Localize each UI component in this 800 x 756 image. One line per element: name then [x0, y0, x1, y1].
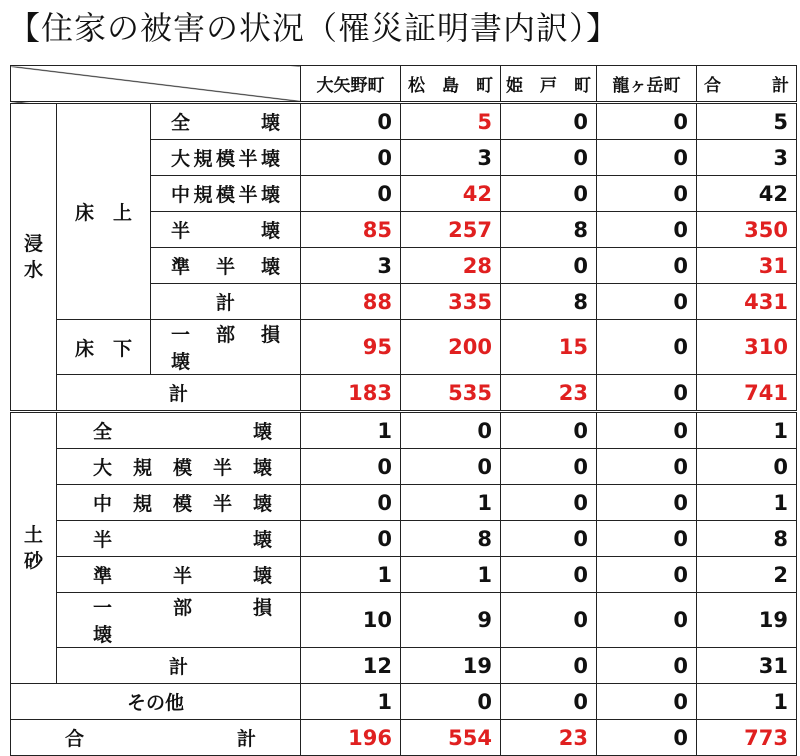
table-row [11, 684, 797, 720]
value-cell: 0 [501, 103, 597, 140]
section-label-landslide: 土砂 [11, 412, 57, 684]
value-cell: 0 [501, 521, 597, 557]
value-cell: 15 [501, 320, 597, 375]
value-cell: 0 [597, 593, 697, 648]
value-cell: 200 [401, 320, 501, 375]
corner-cell [11, 66, 301, 103]
value-cell: 28 [401, 248, 501, 284]
value-cell: 0 [597, 248, 697, 284]
value-cell: 3 [301, 248, 401, 284]
value-cell: 19 [697, 593, 797, 648]
row-label: 計 [57, 648, 301, 684]
value-cell: 0 [501, 648, 597, 684]
value-cell: 0 [597, 412, 697, 449]
value-cell: 0 [501, 485, 597, 521]
value-cell: 0 [301, 176, 401, 212]
value-cell: 1 [697, 684, 797, 720]
value-cell: 0 [597, 284, 697, 320]
table-row [11, 449, 797, 485]
value-cell: 0 [501, 684, 597, 720]
value-cell: 12 [301, 648, 401, 684]
value-cell: 1 [401, 557, 501, 593]
column-header: 合 計 [697, 66, 797, 103]
value-cell: 0 [597, 485, 697, 521]
value-cell: 3 [401, 140, 501, 176]
value-cell: 1 [301, 557, 401, 593]
value-cell: 31 [697, 248, 797, 284]
value-cell: 8 [501, 212, 597, 248]
column-header: 松 島 町 [401, 66, 501, 103]
value-cell: 1 [301, 412, 401, 449]
row-label: 計 [57, 375, 301, 412]
value-cell: 88 [301, 284, 401, 320]
value-cell: 23 [501, 375, 597, 412]
value-cell: 1 [401, 485, 501, 521]
value-cell: 8 [501, 284, 597, 320]
column-header: 龍ヶ岳町 [597, 66, 697, 103]
row-label: 一 部 損 壊 [151, 320, 301, 375]
value-cell: 0 [301, 140, 401, 176]
row-label: 全 壊 [57, 412, 301, 449]
value-cell: 0 [401, 684, 501, 720]
value-cell: 0 [301, 449, 401, 485]
value-cell: 183 [301, 375, 401, 412]
value-cell: 0 [501, 449, 597, 485]
value-cell: 3 [697, 140, 797, 176]
section-label-flood: 浸水 [11, 103, 57, 412]
value-cell: 0 [597, 648, 697, 684]
value-cell: 31 [697, 648, 797, 684]
row-label: 中 規 模 半 壊 [57, 485, 301, 521]
value-cell: 0 [301, 103, 401, 140]
value-cell: 741 [697, 375, 797, 412]
value-cell: 0 [597, 212, 697, 248]
table-row [11, 557, 797, 593]
value-cell: 1 [697, 485, 797, 521]
table-row [11, 412, 797, 449]
row-label: 一 部 損 壊 [57, 593, 301, 648]
value-cell: 2 [697, 557, 797, 593]
value-cell: 42 [697, 176, 797, 212]
row-label: 大 規 模 半 壊 [57, 449, 301, 485]
value-cell: 0 [597, 449, 697, 485]
row-label: 準 半 壊 [57, 557, 301, 593]
value-cell: 0 [597, 140, 697, 176]
value-cell: 0 [597, 320, 697, 375]
value-cell: 0 [301, 521, 401, 557]
section-label-yuka-ue: 床 上 [57, 103, 151, 320]
value-cell: 0 [501, 593, 597, 648]
value-cell: 8 [401, 521, 501, 557]
value-cell: 554 [401, 720, 501, 756]
value-cell: 0 [401, 412, 501, 449]
value-cell: 5 [401, 103, 501, 140]
value-cell: 9 [401, 593, 501, 648]
value-cell: 0 [697, 449, 797, 485]
value-cell: 196 [301, 720, 401, 756]
value-cell: 0 [501, 412, 597, 449]
row-label: 半 壊 [57, 521, 301, 557]
value-cell: 0 [597, 176, 697, 212]
table-row [11, 103, 797, 140]
table-row [11, 375, 797, 412]
value-cell: 0 [501, 140, 597, 176]
table-row [11, 521, 797, 557]
value-cell: 10 [301, 593, 401, 648]
value-cell: 5 [697, 103, 797, 140]
row-label: 中規模半壊 [151, 176, 301, 212]
value-cell: 310 [697, 320, 797, 375]
value-cell: 0 [597, 684, 697, 720]
row-label: 合 計 [11, 720, 301, 756]
value-cell: 1 [697, 412, 797, 449]
value-cell: 773 [697, 720, 797, 756]
row-label: 計 [151, 284, 301, 320]
value-cell: 535 [401, 375, 501, 412]
value-cell: 0 [501, 557, 597, 593]
value-cell: 350 [697, 212, 797, 248]
value-cell: 0 [597, 521, 697, 557]
value-cell: 0 [301, 485, 401, 521]
value-cell: 335 [401, 284, 501, 320]
table-row [11, 648, 797, 684]
value-cell: 23 [501, 720, 597, 756]
damage-table [10, 65, 797, 756]
value-cell: 257 [401, 212, 501, 248]
table-row [11, 320, 797, 375]
column-header: 大矢野町 [301, 66, 401, 103]
table-row [11, 485, 797, 521]
value-cell: 0 [501, 248, 597, 284]
row-label: 大規模半壊 [151, 140, 301, 176]
table-row [11, 593, 797, 648]
value-cell: 0 [501, 176, 597, 212]
value-cell: 42 [401, 176, 501, 212]
page-title: 【住家の被害の状況（罹災証明書内訳）】 [8, 9, 620, 47]
value-cell: 95 [301, 320, 401, 375]
column-header: 姫 戸 町 [501, 66, 597, 103]
header-row [11, 66, 797, 103]
value-cell: 19 [401, 648, 501, 684]
row-label: 準 半 壊 [151, 248, 301, 284]
value-cell: 85 [301, 212, 401, 248]
value-cell: 0 [401, 449, 501, 485]
value-cell: 0 [597, 720, 697, 756]
value-cell: 431 [697, 284, 797, 320]
value-cell: 0 [597, 375, 697, 412]
row-label: 半 壊 [151, 212, 301, 248]
section-label-yuka-shita: 床 下 [57, 320, 151, 375]
value-cell: 8 [697, 521, 797, 557]
value-cell: 0 [597, 103, 697, 140]
row-label: その他 [11, 684, 301, 720]
value-cell: 1 [301, 684, 401, 720]
row-label: 全 壊 [151, 103, 301, 140]
value-cell: 0 [597, 557, 697, 593]
table-row [11, 720, 797, 756]
